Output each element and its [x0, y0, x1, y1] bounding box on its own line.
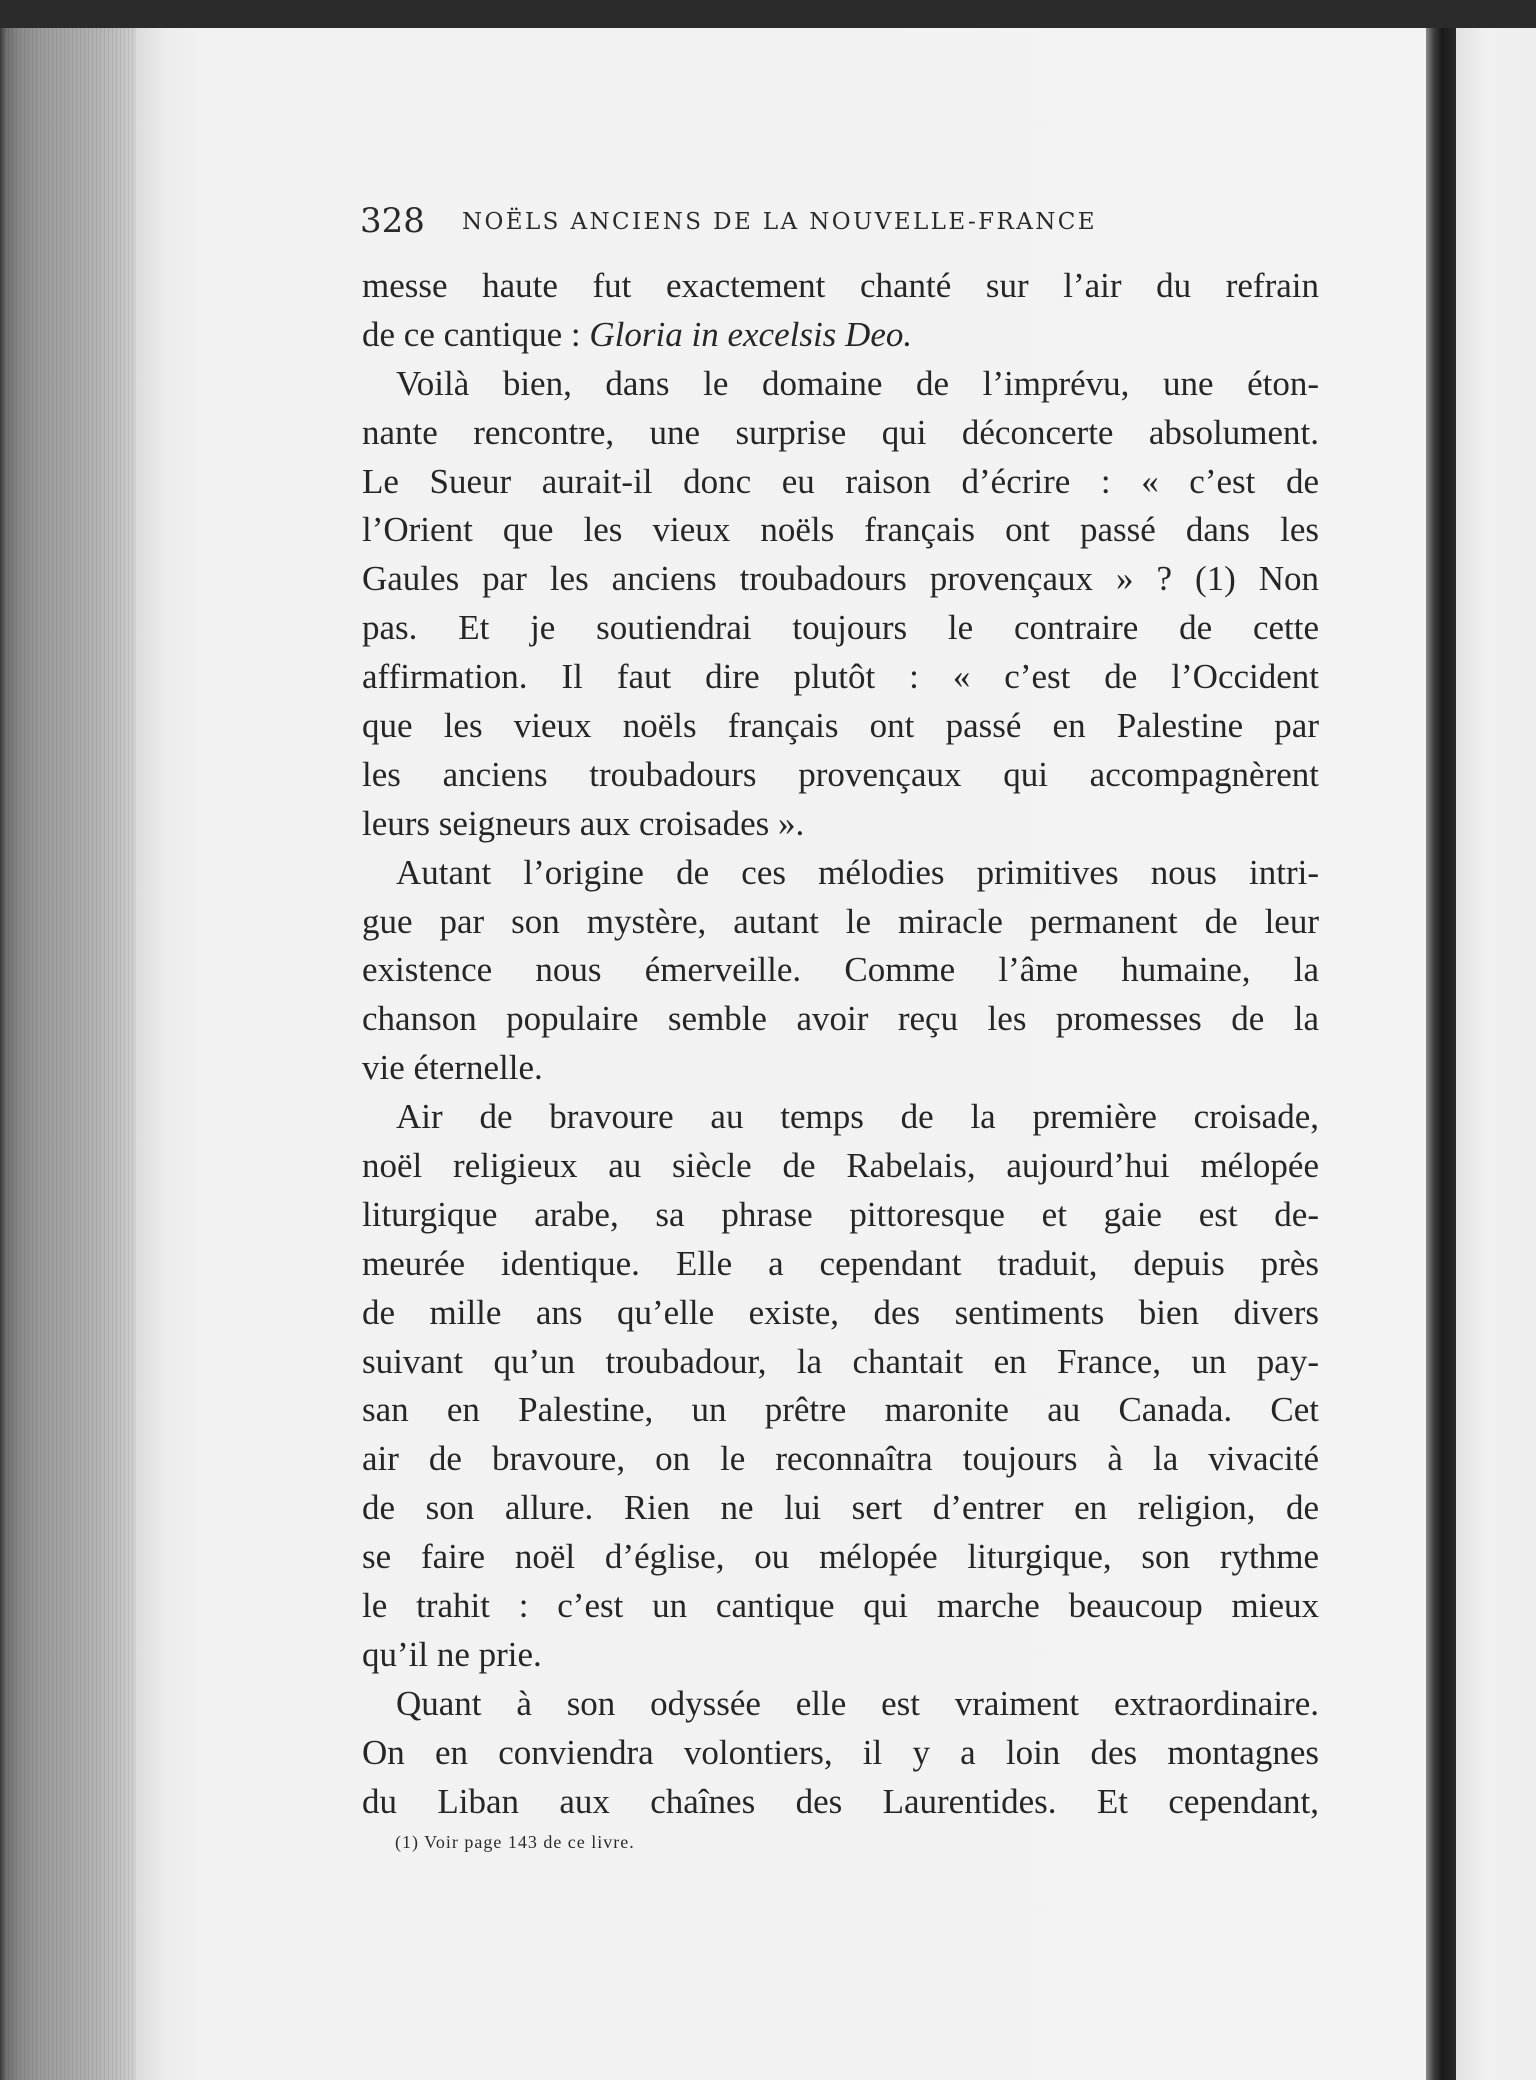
running-head: [360, 196, 1200, 246]
text-line: qu’il ne prie.: [362, 1634, 542, 1674]
text-line: Voilà bien, dans le domaine de l’imprévu, une éton-: [396, 363, 1319, 403]
text-line: que les vieux noëls français ont passé en Palestine par: [362, 706, 1319, 746]
text-line: pas. Et je soutiendrai toujours le contraire de cette: [362, 608, 1319, 648]
text-line: le trahit : c’est un cantique qui marche beaucoup mieux: [362, 1586, 1319, 1626]
text-line: gue par son mystère, autant le miracle permanent de leur: [362, 901, 1319, 941]
book-page-edges: [0, 28, 136, 2080]
text-run: de ce cantique :: [362, 314, 590, 354]
text-line: air de bravoure, on le reconnaîtra toujours à la vivacité: [362, 1439, 1319, 1479]
text-line: [362, 311, 1319, 360]
text-line: Gaules par les anciens troubadours provençaux » ? (1) Non: [362, 559, 1319, 599]
text-line: suivant qu’un troubadour, la chantait en France, un pay-: [362, 1341, 1319, 1381]
text-line: se faire noël d’église, ou mélopée liturgique, son rythme: [362, 1537, 1319, 1577]
text-line: On en conviendra volontiers, il y a loin des montagnes: [362, 1732, 1319, 1772]
text-line: vie éternelle.: [362, 1048, 543, 1088]
text-line: meurée identique. Elle a cependant traduit, depuis près: [362, 1243, 1319, 1283]
text-line: messe haute fut exactement chanté sur l’air du refrain: [362, 266, 1319, 305]
text-line: noël religieux au siècle de Rabelais, aujourd’hui mélopée: [362, 1146, 1319, 1186]
facing-page-edge: [1456, 28, 1536, 2080]
text-line: Air de bravoure au temps de la première croisade,: [396, 1097, 1319, 1137]
text-line: Quant à son odyssée elle est vraiment extraordinaire.: [396, 1683, 1319, 1723]
italic-latin-phrase: Gloria in excelsis Deo.: [589, 314, 913, 354]
text-line: Le Sueur aurait-il donc eu raison d’écrire : « c’est de: [362, 461, 1319, 501]
text-line: liturgique arabe, sa phrase pittoresque et gaie est de-: [362, 1194, 1319, 1234]
text-line: san en Palestine, un prêtre maronite au Canada. Cet: [362, 1390, 1319, 1430]
text-line: leurs seigneurs aux croisades ».: [362, 803, 805, 843]
page-number: 328: [360, 201, 425, 241]
text-line: nante rencontre, une surprise qui déconcerte absolument.: [362, 412, 1319, 452]
running-title: NOËLS ANCIENS DE LA NOUVELLE-FRANCE: [462, 209, 1097, 235]
footnote: (1) Voir page 143 de ce livre.: [395, 1832, 635, 1852]
text-line: l’Orient que les vieux noëls français ont passé dans les: [362, 510, 1319, 550]
text-line: de son allure. Rien ne lui sert d’entrer en religion, de: [362, 1488, 1319, 1528]
book-gutter: [1426, 28, 1456, 2080]
text-line: Autant l’origine de ces mélodies primitives nous intri-: [396, 852, 1319, 892]
text-line: existence nous émerveille. Comme l’âme humaine, la: [362, 950, 1319, 990]
text-line: chanson populaire semble avoir reçu les promesses de la: [362, 999, 1319, 1039]
text-line: les anciens troubadours provençaux qui accompagnèrent: [362, 754, 1319, 794]
text-line: affirmation. Il faut dire plutôt : « c’est de l’Occident: [362, 657, 1319, 697]
scanner-top-border: [0, 0, 1536, 30]
text-line: du Liban aux chaînes des Laurentides. Et cependant,: [362, 1781, 1319, 1821]
text-line: de mille ans qu’elle existe, des sentiments bien divers: [362, 1292, 1319, 1332]
body-text: [362, 262, 1319, 1827]
